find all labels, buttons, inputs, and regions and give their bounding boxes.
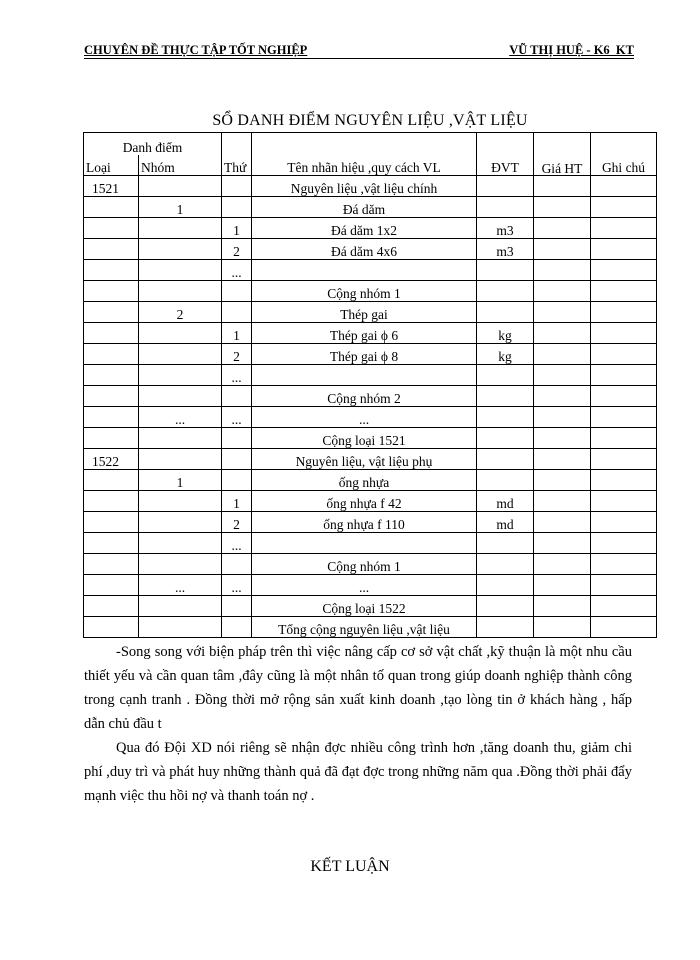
cell-ten: Thép gai ϕ 6 <box>252 322 477 343</box>
cell-loai <box>84 490 139 511</box>
cell-nhom <box>139 553 222 574</box>
cell-nhom <box>139 175 222 196</box>
cell-gia <box>534 343 591 364</box>
cell-dvt <box>477 385 534 406</box>
table-row <box>84 406 657 427</box>
cell-gia <box>534 301 591 322</box>
cell-dvt <box>477 595 534 616</box>
cell-ten: Cộng nhóm 1 <box>252 553 477 574</box>
cell-thu <box>222 595 252 616</box>
cell-nhom <box>139 364 222 385</box>
cell-loai <box>84 574 139 595</box>
cell-ghichu <box>591 469 657 490</box>
cell-gia <box>534 217 591 238</box>
cell-ten: Đá dăm 4x6 <box>252 238 477 259</box>
table-row <box>84 553 657 574</box>
cell-gia <box>534 259 591 280</box>
cell-ten: ống nhựa f 110 <box>252 511 477 532</box>
cell-dvt <box>477 448 534 469</box>
cell-ten: Cộng loại 1522 <box>252 595 477 616</box>
header-dvt: ĐVT <box>477 133 534 176</box>
cell-ghichu <box>591 196 657 217</box>
cell-nhom: ... <box>139 574 222 595</box>
group-header-danh-diem: Danh điểm <box>84 133 222 155</box>
table-row <box>84 364 657 385</box>
cell-loai <box>84 532 139 553</box>
header-left-title: CHUYÊN ĐỀ THỰC TẬP TỐT NGHIỆP <box>84 43 308 57</box>
cell-nhom <box>139 238 222 259</box>
cell-dvt: m3 <box>477 238 534 259</box>
cell-loai: 1521 <box>84 175 139 196</box>
header-ten: Tên nhãn hiệu ,quy cách VL <box>252 133 477 176</box>
cell-dvt: md <box>477 511 534 532</box>
table-row <box>84 574 657 595</box>
cell-nhom <box>139 490 222 511</box>
cell-loai <box>84 280 139 301</box>
cell-ten: ... <box>252 406 477 427</box>
cell-nhom <box>139 616 222 637</box>
cell-nhom <box>139 280 222 301</box>
cell-dvt: m3 <box>477 217 534 238</box>
cell-gia <box>534 469 591 490</box>
cell-ten: Cộng nhóm 1 <box>252 280 477 301</box>
cell-thu: 2 <box>222 511 252 532</box>
cell-gia <box>534 574 591 595</box>
cell-gia <box>534 490 591 511</box>
cell-ten <box>252 259 477 280</box>
cell-ten: Đá dăm <box>252 196 477 217</box>
cell-ghichu <box>591 301 657 322</box>
cell-gia <box>534 532 591 553</box>
cell-ghichu <box>591 532 657 553</box>
cell-ghichu <box>591 427 657 448</box>
cell-ten: Nguyên liệu ,vật liệu chính <box>252 175 477 196</box>
cell-loai <box>84 217 139 238</box>
header-right-author: VŨ THỊ HUỆ - K6_KT <box>509 43 634 57</box>
cell-ten: ống nhựa <box>252 469 477 490</box>
cell-ten: Cộng nhóm 2 <box>252 385 477 406</box>
cell-gia <box>534 238 591 259</box>
cell-dvt: md <box>477 490 534 511</box>
cell-gia <box>534 448 591 469</box>
cell-loai <box>84 364 139 385</box>
cell-ghichu <box>591 385 657 406</box>
cell-ghichu <box>591 238 657 259</box>
table-row <box>84 511 657 532</box>
cell-loai <box>84 553 139 574</box>
cell-loai <box>84 196 139 217</box>
cell-thu: ... <box>222 259 252 280</box>
cell-thu: ... <box>222 574 252 595</box>
cell-loai <box>84 385 139 406</box>
table-row <box>84 301 657 322</box>
table-row <box>84 259 657 280</box>
cell-thu <box>222 280 252 301</box>
cell-dvt <box>477 406 534 427</box>
table-row <box>84 238 657 259</box>
paragraph-1: -Song song với biện pháp trên thì việc nâng cấp cơ sở vật chất ,kỹ thuận là một nhu cầu thiết yếu và cần quan tâm ,đây cũng là một nhân tố quan trong giúp doanh nghiệp thành công trong cạnh tranh . Đồng thời mở rộng sản xuất kinh doanh ,tạo lòng tin ở khách hàng , hấp dẫn chủ đầu t <box>84 644 632 732</box>
cell-nhom: 2 <box>139 301 222 322</box>
cell-loai <box>84 301 139 322</box>
table-row <box>84 427 657 448</box>
cell-dvt: kg <box>477 322 534 343</box>
cell-thu: ... <box>222 406 252 427</box>
cell-thu: 2 <box>222 238 252 259</box>
cell-nhom <box>139 217 222 238</box>
cell-nhom <box>139 385 222 406</box>
cell-ten: Thép gai <box>252 301 477 322</box>
cell-ten: Nguyên liệu, vật liệu phụ <box>252 448 477 469</box>
cell-ghichu <box>591 259 657 280</box>
cell-thu <box>222 385 252 406</box>
cell-dvt <box>477 574 534 595</box>
header-nhom: Nhóm <box>139 155 222 176</box>
cell-thu: ... <box>222 532 252 553</box>
cell-loai <box>84 343 139 364</box>
cell-loai <box>84 595 139 616</box>
table-row <box>84 490 657 511</box>
table-row <box>84 469 657 490</box>
cell-dvt <box>477 196 534 217</box>
cell-nhom <box>139 343 222 364</box>
cell-loai <box>84 469 139 490</box>
cell-gia <box>534 364 591 385</box>
cell-ten: Đá dăm 1x2 <box>252 217 477 238</box>
cell-loai <box>84 511 139 532</box>
cell-gia <box>534 196 591 217</box>
cell-thu <box>222 616 252 637</box>
cell-thu: 1 <box>222 322 252 343</box>
cell-ten: Cộng loại 1521 <box>252 427 477 448</box>
cell-dvt <box>477 301 534 322</box>
paragraph-2: Qua đó Đội XD nói riêng sẽ nhận đợc nhiều công trình hơn ,tăng doanh thu, giảm chi phí ,duy trì và phát huy những thành quả đã đạt đợc trong những năm qua .Đồng thời phải đẩy mạnh việc thu hồi nợ và thanh toán nợ . <box>84 740 632 804</box>
cell-thu: 2 <box>222 343 252 364</box>
conclusion-heading: KẾT LUẬN <box>310 858 390 875</box>
cell-gia <box>534 595 591 616</box>
cell-gia <box>534 175 591 196</box>
header-gia: Giá HT <box>534 133 591 176</box>
cell-dvt <box>477 280 534 301</box>
cell-dvt <box>477 427 534 448</box>
cell-nhom: 1 <box>139 469 222 490</box>
cell-loai <box>84 427 139 448</box>
cell-gia <box>534 280 591 301</box>
cell-gia <box>534 511 591 532</box>
cell-ghichu <box>591 280 657 301</box>
table-row <box>84 448 657 469</box>
table-row <box>84 616 657 637</box>
page-header <box>84 42 634 59</box>
cell-nhom <box>139 259 222 280</box>
cell-ghichu <box>591 322 657 343</box>
cell-nhom: ... <box>139 406 222 427</box>
cell-dvt <box>477 553 534 574</box>
cell-thu <box>222 469 252 490</box>
cell-dvt <box>477 259 534 280</box>
cell-dvt <box>477 364 534 385</box>
table-row <box>84 196 657 217</box>
cell-nhom <box>139 448 222 469</box>
cell-ghichu <box>591 217 657 238</box>
cell-ghichu <box>591 574 657 595</box>
cell-ghichu <box>591 448 657 469</box>
cell-ghichu <box>591 490 657 511</box>
cell-ten: Tổng cộng nguyên liệu ,vật liệu <box>252 616 477 637</box>
cell-nhom: 1 <box>139 196 222 217</box>
cell-thu <box>222 553 252 574</box>
cell-nhom <box>139 322 222 343</box>
cell-loai <box>84 322 139 343</box>
cell-thu: ... <box>222 364 252 385</box>
table-row <box>84 175 657 196</box>
cell-nhom <box>139 532 222 553</box>
table-row <box>84 532 657 553</box>
cell-nhom <box>139 427 222 448</box>
cell-gia <box>534 406 591 427</box>
cell-thu <box>222 448 252 469</box>
table-row <box>84 595 657 616</box>
table-row <box>84 343 657 364</box>
cell-nhom <box>139 595 222 616</box>
cell-ghichu <box>591 175 657 196</box>
cell-ghichu <box>591 553 657 574</box>
cell-thu: 1 <box>222 490 252 511</box>
cell-loai <box>84 238 139 259</box>
cell-dvt <box>477 469 534 490</box>
cell-ten <box>252 532 477 553</box>
document-title: SỔ DANH ĐIỂM NGUYÊN LIỆU ,VẬT LIỆU <box>212 112 528 129</box>
table-row <box>84 322 657 343</box>
table-row <box>84 385 657 406</box>
header-ghichu: Ghi chú <box>591 133 657 176</box>
cell-ten: ống nhựa f 42 <box>252 490 477 511</box>
cell-ten: Thép gai ϕ 8 <box>252 343 477 364</box>
cell-ghichu <box>591 595 657 616</box>
table-row <box>84 280 657 301</box>
cell-ten <box>252 364 477 385</box>
cell-gia <box>534 385 591 406</box>
cell-thu <box>222 427 252 448</box>
cell-dvt <box>477 175 534 196</box>
cell-thu: 1 <box>222 217 252 238</box>
header-thu: Thứ <box>222 133 252 176</box>
material-ledger-table <box>83 132 657 638</box>
cell-thu <box>222 301 252 322</box>
cell-nhom <box>139 511 222 532</box>
cell-ghichu <box>591 616 657 637</box>
header-loai: Loại <box>84 155 139 176</box>
cell-thu <box>222 175 252 196</box>
cell-ghichu <box>591 364 657 385</box>
cell-gia <box>534 427 591 448</box>
cell-ghichu <box>591 511 657 532</box>
cell-ghichu <box>591 406 657 427</box>
cell-thu <box>222 196 252 217</box>
cell-loai <box>84 616 139 637</box>
cell-dvt <box>477 532 534 553</box>
cell-dvt <box>477 616 534 637</box>
cell-loai: 1522 <box>84 448 139 469</box>
cell-dvt: kg <box>477 343 534 364</box>
cell-gia <box>534 553 591 574</box>
cell-loai <box>84 406 139 427</box>
cell-ghichu <box>591 343 657 364</box>
cell-loai <box>84 259 139 280</box>
cell-gia <box>534 322 591 343</box>
cell-gia <box>534 616 591 637</box>
table-row <box>84 217 657 238</box>
cell-ten: ... <box>252 574 477 595</box>
